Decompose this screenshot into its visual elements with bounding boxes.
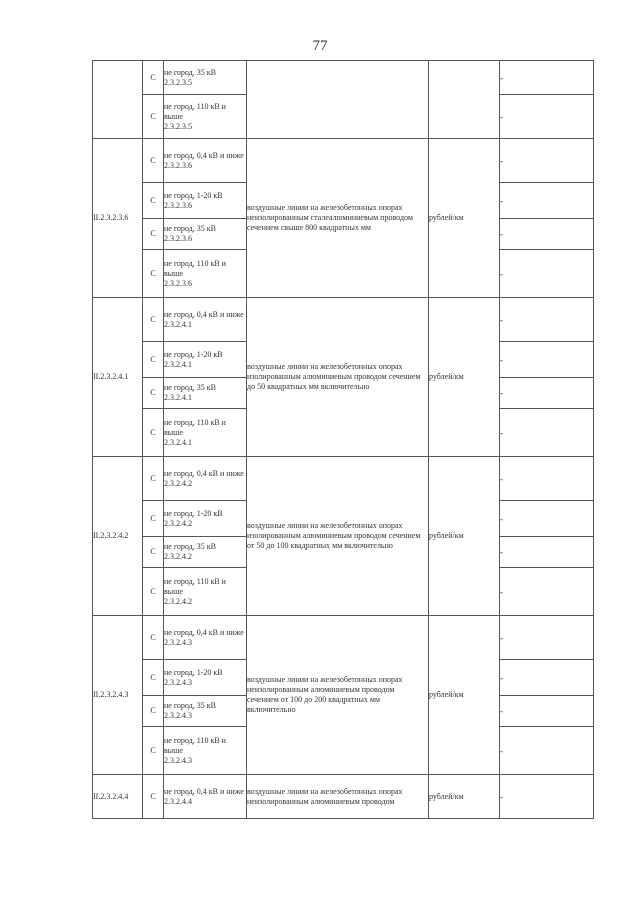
value-cell: - [500,696,594,727]
table-row [93,775,594,819]
reference-code: 2.3.2.4.2 [164,596,192,606]
reference-code: 2.3.2.4.1 [164,359,192,369]
reference-code: 2.3.2.4.4 [164,796,192,806]
voltage-level-cell [164,660,247,696]
category-cell: С [143,409,164,457]
category-cell: С [143,568,164,616]
category-cell: С [143,457,164,501]
voltage-level-cell [164,537,247,568]
voltage-level-cell [164,183,247,219]
description-cell: воздушные линии на железобетонных опорах неизолированным алюминиевым проводом сечением от 100 до 200 квадратных мм включительно [247,616,429,775]
value-cell: - [500,616,594,660]
reference-code: 2.3.2.4.3 [164,677,192,687]
description-cell: воздушные линии на железобетонных опорах изолированным алюминиевым проводом сечением от 50 до 100 квадратных мм включительно [247,457,429,616]
voltage-level-cell [164,378,247,409]
voltage-level-label: не город, 0,4 кВ и ниже [164,309,244,319]
reference-code: 2.3.2.4.1 [164,393,192,402]
value-cell: - [500,219,594,250]
category-cell: С [143,501,164,537]
voltage-level-label: не город, 110 кВ и выше [164,417,226,437]
voltage-level-cell [164,727,247,775]
voltage-level-cell [164,298,247,342]
category-cell: С [143,660,164,696]
category-cell: С [143,342,164,378]
unit-cell: рублей/км [429,775,500,819]
reference-code: 2.3.2.3.5 [164,121,192,131]
voltage-level-label: не город, 0,4 кВ и ниже [164,150,244,160]
value-cell: - [500,457,594,501]
voltage-level-cell [164,696,247,727]
voltage-level-cell [164,616,247,660]
voltage-level-label: не город, 1-20 кВ [164,190,223,200]
code-cell: II.2.3.2.4.2 [93,457,143,616]
voltage-level-cell [164,457,247,501]
page-number: 77 [312,38,328,54]
voltage-level-label: не город, 110 кВ и выше [164,576,226,596]
voltage-level-label: не город, 110 кВ и выше [164,258,226,278]
reference-code: 2.3.2.4.3 [164,711,192,720]
reference-code: 2.3.2.3.6 [164,234,192,243]
voltage-level-label: не город, 0,4 кВ и ниже [164,627,244,637]
reference-code: 2.3.2.4.3 [164,637,192,647]
reference-code: 2.3.2.4.1 [164,319,192,329]
voltage-level-cell [164,219,247,250]
category-cell: С [143,727,164,775]
voltage-level-cell [164,95,247,139]
value-cell: - [500,95,594,139]
voltage-level-label: не город, 35 кВ [164,701,216,710]
voltage-level-cell [164,568,247,616]
category-cell: С [143,183,164,219]
unit-cell: рублей/км [429,616,500,775]
category-cell: С [143,696,164,727]
voltage-level-label: не город, 0,4 кВ и ниже [164,468,244,478]
value-cell: - [500,660,594,696]
voltage-level-label: не город, 1-20 кВ [164,508,223,518]
value-cell: - [500,727,594,775]
unit-cell: рублей/км [429,457,500,616]
table-row [93,616,594,660]
voltage-level-label: не город, 110 кВ и выше [164,101,226,121]
unit-cell [429,61,500,139]
value-cell: - [500,501,594,537]
code-cell: II.2.3.2.4.4 [93,775,143,819]
table-row [93,139,594,183]
reference-code: 2.3.2.4.2 [164,518,192,528]
category-cell: С [143,61,164,95]
voltage-level-label: не город, 1-20 кВ [164,667,223,677]
reference-code: 2.3.2.3.6 [164,160,192,170]
value-cell: - [500,568,594,616]
code-cell: II.2.3.2.4.3 [93,616,143,775]
value-cell: - [500,139,594,183]
voltage-level-cell [164,61,247,95]
value-cell: - [500,250,594,298]
voltage-level-label: не город, 35 кВ [164,224,216,233]
category-cell: С [143,775,164,819]
value-cell: - [500,378,594,409]
description-cell: воздушные линии на железобетонных опорах изолированным алюминиевым проводом сечением до 50 квадратных мм включительно [247,298,429,457]
voltage-level-label: не город, 35 кВ [164,67,216,77]
code-cell: II.2.3.2.4.1 [93,298,143,457]
voltage-level-cell [164,139,247,183]
value-cell: - [500,537,594,568]
category-cell: С [143,219,164,250]
reference-code: 2.3.2.3.6 [164,200,192,210]
reference-code: 2.3.2.4.2 [164,478,192,488]
value-cell: - [500,775,594,819]
reference-code: 2.3.2.3.6 [164,278,192,288]
category-cell: С [143,616,164,660]
voltage-level-cell [164,775,247,819]
reference-code: 2.3.2.4.1 [164,437,192,447]
voltage-level-label: не город, 110 кВ и выше [164,735,226,755]
voltage-level-label: не город, 35 кВ [164,542,216,551]
unit-cell: рублей/км [429,298,500,457]
category-cell: С [143,298,164,342]
code-cell [93,61,143,139]
voltage-level-cell [164,342,247,378]
table-row [93,298,594,342]
voltage-level-label: не город, 1-20 кВ [164,349,223,359]
table-row [93,457,594,501]
tariff-table [92,60,594,819]
reference-code: 2.3.2.3.5 [164,77,192,87]
category-cell: С [143,378,164,409]
category-cell: С [143,537,164,568]
category-cell: С [143,139,164,183]
value-cell: - [500,409,594,457]
value-cell: - [500,61,594,95]
code-cell: II.2.3.2.3.6 [93,139,143,298]
voltage-level-label: не город, 0,4 кВ и ниже [164,786,244,796]
voltage-level-cell [164,250,247,298]
table-row [93,61,594,95]
description-cell: воздушные линии на железобетонных опорах неизолированным алюминиевым проводом [247,775,429,819]
reference-code: 2.3.2.4.2 [164,552,192,561]
voltage-level-cell [164,409,247,457]
voltage-level-label: не город, 35 кВ [164,383,216,392]
value-cell: - [500,342,594,378]
description-cell: воздушные линии на железобетонных опорах неизолированным сталеалюминиевым проводом сечением свыше 800 квадратных мм [247,139,429,298]
value-cell: - [500,183,594,219]
category-cell: С [143,95,164,139]
value-cell: - [500,298,594,342]
description-cell [247,61,429,139]
category-cell: С [143,250,164,298]
reference-code: 2.3.2.4.3 [164,755,192,765]
voltage-level-cell [164,501,247,537]
unit-cell: рублей/км [429,139,500,298]
